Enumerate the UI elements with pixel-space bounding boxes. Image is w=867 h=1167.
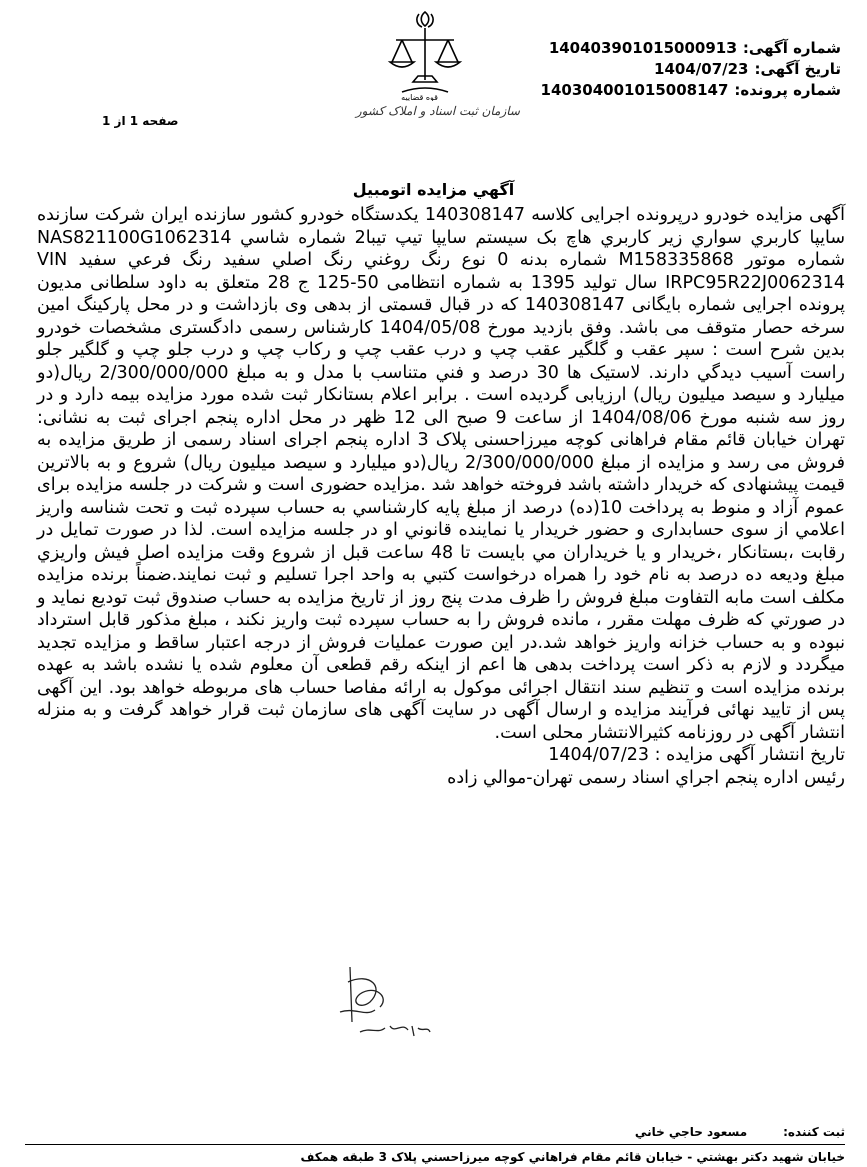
org-name: سازمان ثبت اسناد و املاک کشور: [355, 104, 520, 118]
ad-metadata: [541, 38, 841, 101]
judiciary-label: قوه قضاییه: [401, 93, 438, 101]
ad-number-label: شماره آگهی:: [742, 39, 841, 57]
ad-date-label: تاریخ آگهی:: [754, 60, 841, 78]
document-title: آگهي مزايده اتومبيل: [352, 180, 515, 199]
file-number-label: شماره پرونده:: [734, 81, 841, 99]
ad-number-row: [541, 38, 841, 59]
body-paragraph: آگهی مزایده خودرو درپرونده اجرایی کلاسه 140308147 یکدستگاه خودرو کشور سازنده ایران شرکت سازنده سايپا کاربري سواري زير کاربري هاچ بک سيستم سايپا تيپ تيبا2 شماره شاسي NAS821100G1062314 شماره موتور M158335868 شماره بدنه 0 نوع رنگ روغني رنگ اصلي سفيد رنگ فرعي سفيد VIN IRPC95R22J0062314 سال تولید 1395 به شماره انتظامی 50-125 ج 28 متعلق به داود سلطانی مدیون پرونده اجرایی شماره بایگانی 140308147 که در قبال قسمتی از بدهی وی بازداشت و در محل پارکینگ امین سرخه حصار متوقف می باشد. وفق بازدید مورخ 1404/05/08 کارشناس رسمی دادگستری مشخصات خودرو بدین شرح است : سپر عقب و گلگير عقب چپ و درب عقب چپ و رکاب چپ و درب جلو چپ و گلگير جلو راست آسيب ديدگي دارند. لاستيک ها 30 درصد و فني متناسب با مدل و به مبلغ 2/300/000/000 ریال(دو میلیارد و سیصد میلیون ریال) ارزيابی گرديده است . برابر اعلام بستانکار ثبت شده مورد مزايده بيمه دارد و در روز سه شنبه مورخ 1404/08/06 از ساعت 9 صبح الی 12 ظهر در محل اداره پنجم اجرای ثبت به نشانی: تهران خیابان قائم مقام فراهانی کوچه میرزاحسنی پلاک 3 اداره پنجم اجرای اسناد رسمی از طريق مزايده به فروش می رسد و مزايده از مبلغ 2/300/000/000 ریال(دو میلیارد و سیصد میلیون ریال) شروع و به بالاترين قيمت پيشنهادی که خريدار داشته باشد فروخته خواهد شد .مزایده حضوری است و شرکت در جلسه مزایده برای عموم آزاد و منوط به پرداخت 10(ده) درصد از مبلغ پايه کارشناسي به حساب سپرده ثبت و تحت شناسه واريز اعلامي از سوی حسابداری و حضور خريدار يا نماينده قانوني او در جلسه مزايده است. لذا در صورت تمايل در رقابت ،بستانکار ،خريدار و يا خريداران مي بايست تا 48 ساعت قبل از شروع وقت مزايده اصل فيش واريزي مبلغ وديعه ده درصد به نام خود را همراه درخواست کتبي به واحد اجرا تسليم و ثبت نمايند.ضمناً برنده مزايده مکلف است مابه التفاوت مبلغ فروش را ظرف مدت پنج روز از تاريخ مزايده به حساب صندوق ثبت توديع نمايد و در صورتي که ظرف مهلت مقرر ، مانده فروش را به حساب سپرده ثبت واريز نکند ، مبلغ مذکور قابل استرداد نبوده و به حساب خزانه واريز خواهد شد.در اين صورت عمليات فروش از درجه اعتبار ساقط و مزايده تجديد ميگردد و لازم به ذکر است پرداخت بدهی ها اعم از اینکه رقم قطعی آن معلوم شده يا نشده باشد به عهده برنده مزايده است و تنظيم سند انتقال اجرائی موکول به ارائه مفاصا حساب های مربوطه خواهد بود. اين آگهی پس از تاييد نهائی فرآيند مزايده و ارسال آگهی در سايت آگهی های سازمان ثبت قرار خواهد گرفت و به منزله انتشار آگهی در روزنامه کثيرالانتشار محلی است.: [37, 205, 846, 743]
file-number-row: [541, 80, 841, 101]
footer-divider: [25, 1144, 845, 1145]
footer: [25, 1122, 845, 1167]
registrar-row: [25, 1122, 845, 1142]
publish-line: [37, 744, 845, 767]
publish-label: تاریخ انتشار آگهی مزایده :: [654, 745, 845, 765]
file-number: 140304001015008147: [540, 81, 729, 99]
registrar-name: مسعود حاجي خاني: [634, 1125, 748, 1139]
handwritten-signature-icon: [330, 962, 450, 1047]
publish-date: 1404/07/23: [548, 745, 650, 765]
signer: رئیس اداره پنجم اجراي اسناد رسمی تهران-موالي زاده: [447, 767, 845, 788]
ad-date-row: [541, 59, 841, 80]
registrar-label: ثبت کننده:: [783, 1125, 845, 1139]
office-address: خيابان شهيد دکتر بهشتي - خيابان قائم مقام فراهاني کوچه ميرزاحسني پلاک 3 طبقه همکف: [300, 1150, 845, 1164]
ad-date: 1404/07/23: [654, 60, 749, 78]
ad-number: 14040390101500091З: [548, 39, 737, 57]
judiciary-emblem-icon: [380, 6, 470, 101]
page-number: صفحه 1 از 1: [102, 114, 179, 128]
document-body: [37, 204, 845, 789]
